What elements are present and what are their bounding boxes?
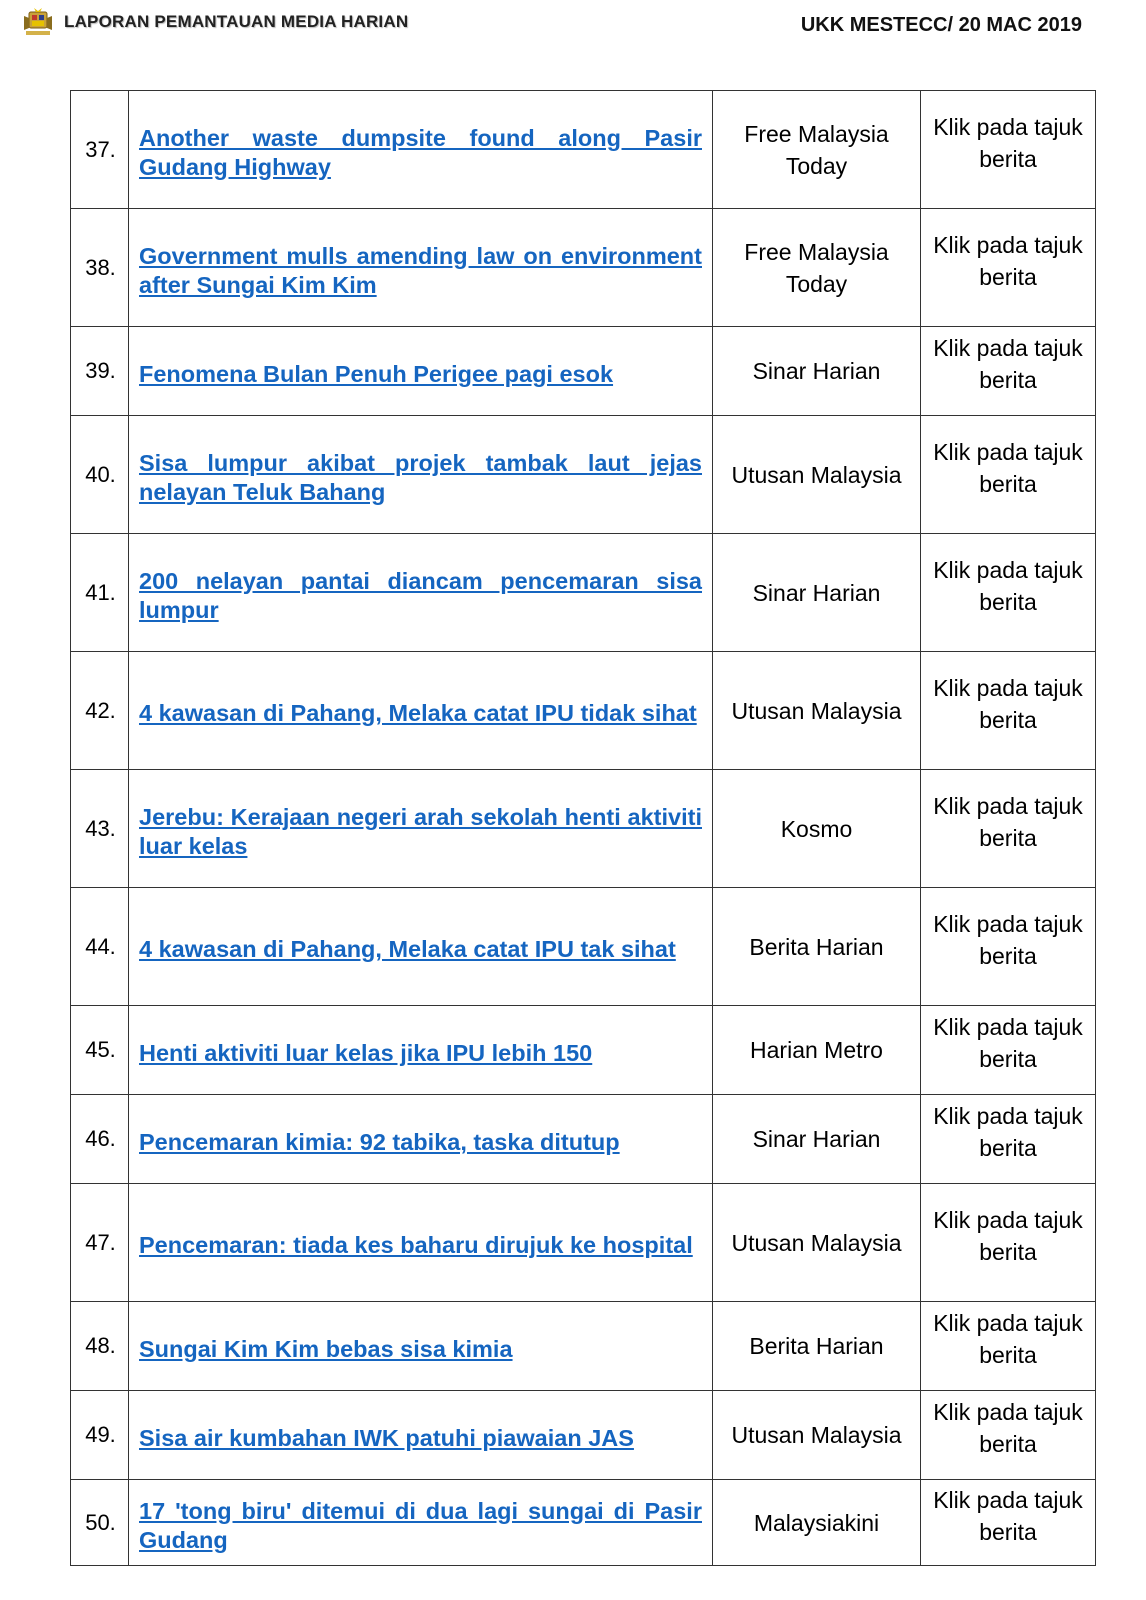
link-instruction-cell: [921, 1006, 1096, 1095]
table-row: [71, 327, 1096, 416]
document-reference: UKK MESTECC/ 20 MAC 2019: [800, 14, 1082, 36]
table-row: [71, 1302, 1096, 1391]
link-instruction-cell: [921, 888, 1096, 1006]
link-instruction-cell: [921, 91, 1096, 209]
link-instruction: Klik pada tajuk berita: [933, 1486, 1083, 1545]
source-cell: [713, 209, 921, 327]
source-name: Harian Metro: [750, 1037, 883, 1063]
table-row: [71, 1184, 1096, 1302]
source-cell: [713, 652, 921, 770]
source-name: Sinar Harian: [752, 1126, 881, 1152]
row-number-cell: [71, 1095, 129, 1184]
link-instruction: Klik pada tajuk berita: [933, 231, 1083, 290]
source-name: Utusan Malaysia: [731, 1229, 902, 1256]
source-name: Utusan Malaysia: [731, 1422, 902, 1448]
news-table: [70, 90, 1096, 1566]
row-number: 44.: [85, 933, 116, 959]
link-instruction: Klik pada tajuk berita: [933, 335, 1083, 393]
source-name: Sinar Harian: [752, 579, 881, 606]
link-instruction: Klik pada tajuk berita: [933, 1399, 1083, 1457]
row-number: 50.: [85, 1509, 116, 1535]
source-name: Utusan Malaysia: [731, 461, 902, 488]
source-name: Free Malaysia Today: [744, 238, 889, 297]
source-name: Malaysiakini: [753, 1509, 880, 1536]
table-row: [71, 888, 1096, 1006]
link-instruction-cell: [921, 770, 1096, 888]
row-number: 49.: [85, 1422, 116, 1447]
source-cell: [713, 1302, 921, 1391]
link-instruction-cell: [921, 1184, 1096, 1302]
headline-link[interactable]: 17 'tong biru' ditemui di dua lagi sungai di Pasir Gudang: [139, 1497, 702, 1553]
row-number: 39.: [85, 358, 116, 383]
table-row: [71, 1391, 1096, 1480]
row-number-cell: [71, 416, 129, 534]
link-instruction-cell: [921, 652, 1096, 770]
source-cell: [713, 1184, 921, 1302]
row-number-cell: [71, 888, 129, 1006]
table-row: [71, 652, 1096, 770]
table-row: [71, 416, 1096, 534]
link-instruction-cell: [921, 209, 1096, 327]
headline-cell: [129, 1006, 713, 1095]
row-number-cell: [71, 327, 129, 416]
table-row: [71, 1006, 1096, 1095]
row-number: 40.: [85, 461, 116, 487]
headline-link[interactable]: Sisa lumpur akibat projek tambak laut jejas nelayan Teluk Bahang: [139, 449, 702, 505]
headline-cell: [129, 209, 713, 327]
row-number: 41.: [85, 579, 116, 605]
link-instruction-cell: [921, 327, 1096, 416]
headline-cell: [129, 91, 713, 209]
table-row: [71, 1095, 1096, 1184]
row-number: 45.: [85, 1037, 116, 1062]
row-number-cell: [71, 1302, 129, 1391]
headline-link[interactable]: Another waste dumpsite found along Pasir Gudang Highway: [139, 124, 702, 180]
row-number: 37.: [85, 136, 116, 162]
row-number: 43.: [85, 815, 116, 841]
link-instruction: Klik pada tajuk berita: [933, 792, 1083, 851]
link-instruction: Klik pada tajuk berita: [933, 438, 1083, 497]
source-cell: [713, 770, 921, 888]
headline-link[interactable]: Pencemaran: tiada kes baharu dirujuk ke hospital: [139, 1232, 693, 1258]
headline-cell: [129, 327, 713, 416]
link-instruction: Klik pada tajuk berita: [933, 1310, 1083, 1368]
headline-cell: [129, 652, 713, 770]
link-instruction: Klik pada tajuk berita: [933, 1014, 1083, 1072]
source-cell: [713, 1006, 921, 1095]
headline-link[interactable]: 200 nelayan pantai diancam pencemaran sisa lumpur: [139, 567, 702, 623]
source-name: Free Malaysia Today: [744, 120, 889, 179]
link-instruction-cell: [921, 534, 1096, 652]
row-number-cell: [71, 652, 129, 770]
source-name: Kosmo: [780, 815, 853, 842]
report-title: LAPORAN PEMANTAUAN MEDIA HARIAN: [64, 12, 409, 31]
row-number: 46.: [85, 1126, 116, 1151]
headline-cell: [129, 1391, 713, 1480]
source-name: Berita Harian: [749, 1333, 884, 1359]
row-number-cell: [71, 534, 129, 652]
page-header: [0, 0, 1146, 60]
headline-link[interactable]: Henti aktiviti luar kelas jika IPU lebih 150: [139, 1039, 593, 1066]
headline-link[interactable]: Fenomena Bulan Penuh Perigee pagi esok: [139, 360, 614, 387]
headline-link[interactable]: Jerebu: Kerajaan negeri arah sekolah henti aktiviti luar kelas: [139, 803, 702, 859]
row-number-cell: [71, 1184, 129, 1302]
headline-cell: [129, 888, 713, 1006]
link-instruction: Klik pada tajuk berita: [933, 1103, 1083, 1161]
link-instruction-cell: [921, 1302, 1096, 1391]
source-cell: [713, 888, 921, 1006]
source-cell: [713, 1480, 921, 1566]
source-name: Utusan Malaysia: [731, 697, 902, 724]
source-cell: [713, 534, 921, 652]
source-cell: [713, 327, 921, 416]
headline-cell: [129, 534, 713, 652]
table-row: [71, 534, 1096, 652]
row-number-cell: [71, 1006, 129, 1095]
source-cell: [713, 1391, 921, 1480]
row-number: 38.: [85, 254, 116, 280]
table-row: [71, 770, 1096, 888]
headline-cell: [129, 770, 713, 888]
row-number: 47.: [85, 1229, 116, 1255]
coat-of-arms-logo: [20, 6, 56, 40]
link-instruction: Klik pada tajuk berita: [933, 910, 1083, 969]
headline-cell: [129, 1480, 713, 1566]
table-row: [71, 91, 1096, 209]
link-instruction-cell: [921, 1391, 1096, 1480]
link-instruction: Klik pada tajuk berita: [933, 674, 1083, 733]
table-row: [71, 209, 1096, 327]
table-row: [71, 1480, 1096, 1566]
link-instruction: Klik pada tajuk berita: [933, 1206, 1083, 1265]
row-number: 48.: [85, 1333, 116, 1358]
link-instruction-cell: [921, 416, 1096, 534]
headline-cell: [129, 416, 713, 534]
link-instruction-cell: [921, 1480, 1096, 1566]
headline-link[interactable]: Government mulls amending law on environment after Sungai Kim Kim: [139, 242, 702, 298]
headline-link[interactable]: Pencemaran kimia: 92 tabika, taska ditutup: [139, 1128, 620, 1155]
source-cell: [713, 91, 921, 209]
source-name: Sinar Harian: [752, 358, 881, 384]
row-number-cell: [71, 209, 129, 327]
headline-link[interactable]: 4 kawasan di Pahang, Melaka catat IPU tidak sihat: [139, 700, 697, 726]
source-name: Berita Harian: [749, 933, 884, 960]
headline-cell: [129, 1184, 713, 1302]
source-cell: [713, 1095, 921, 1184]
link-instruction: Klik pada tajuk berita: [933, 556, 1083, 615]
row-number-cell: [71, 1391, 129, 1480]
headline-link[interactable]: 4 kawasan di Pahang, Melaka catat IPU tak sihat: [139, 936, 676, 962]
row-number: 42.: [85, 697, 116, 723]
headline-link[interactable]: Sungai Kim Kim bebas sisa kimia: [139, 1335, 513, 1362]
headline-link[interactable]: Sisa air kumbahan IWK patuhi piawaian JAS: [139, 1424, 634, 1451]
row-number-cell: [71, 1480, 129, 1566]
headline-cell: [129, 1302, 713, 1391]
link-instruction-cell: [921, 1095, 1096, 1184]
link-instruction: Klik pada tajuk berita: [933, 113, 1083, 172]
row-number-cell: [71, 91, 129, 209]
headline-cell: [129, 1095, 713, 1184]
source-cell: [713, 416, 921, 534]
row-number-cell: [71, 770, 129, 888]
